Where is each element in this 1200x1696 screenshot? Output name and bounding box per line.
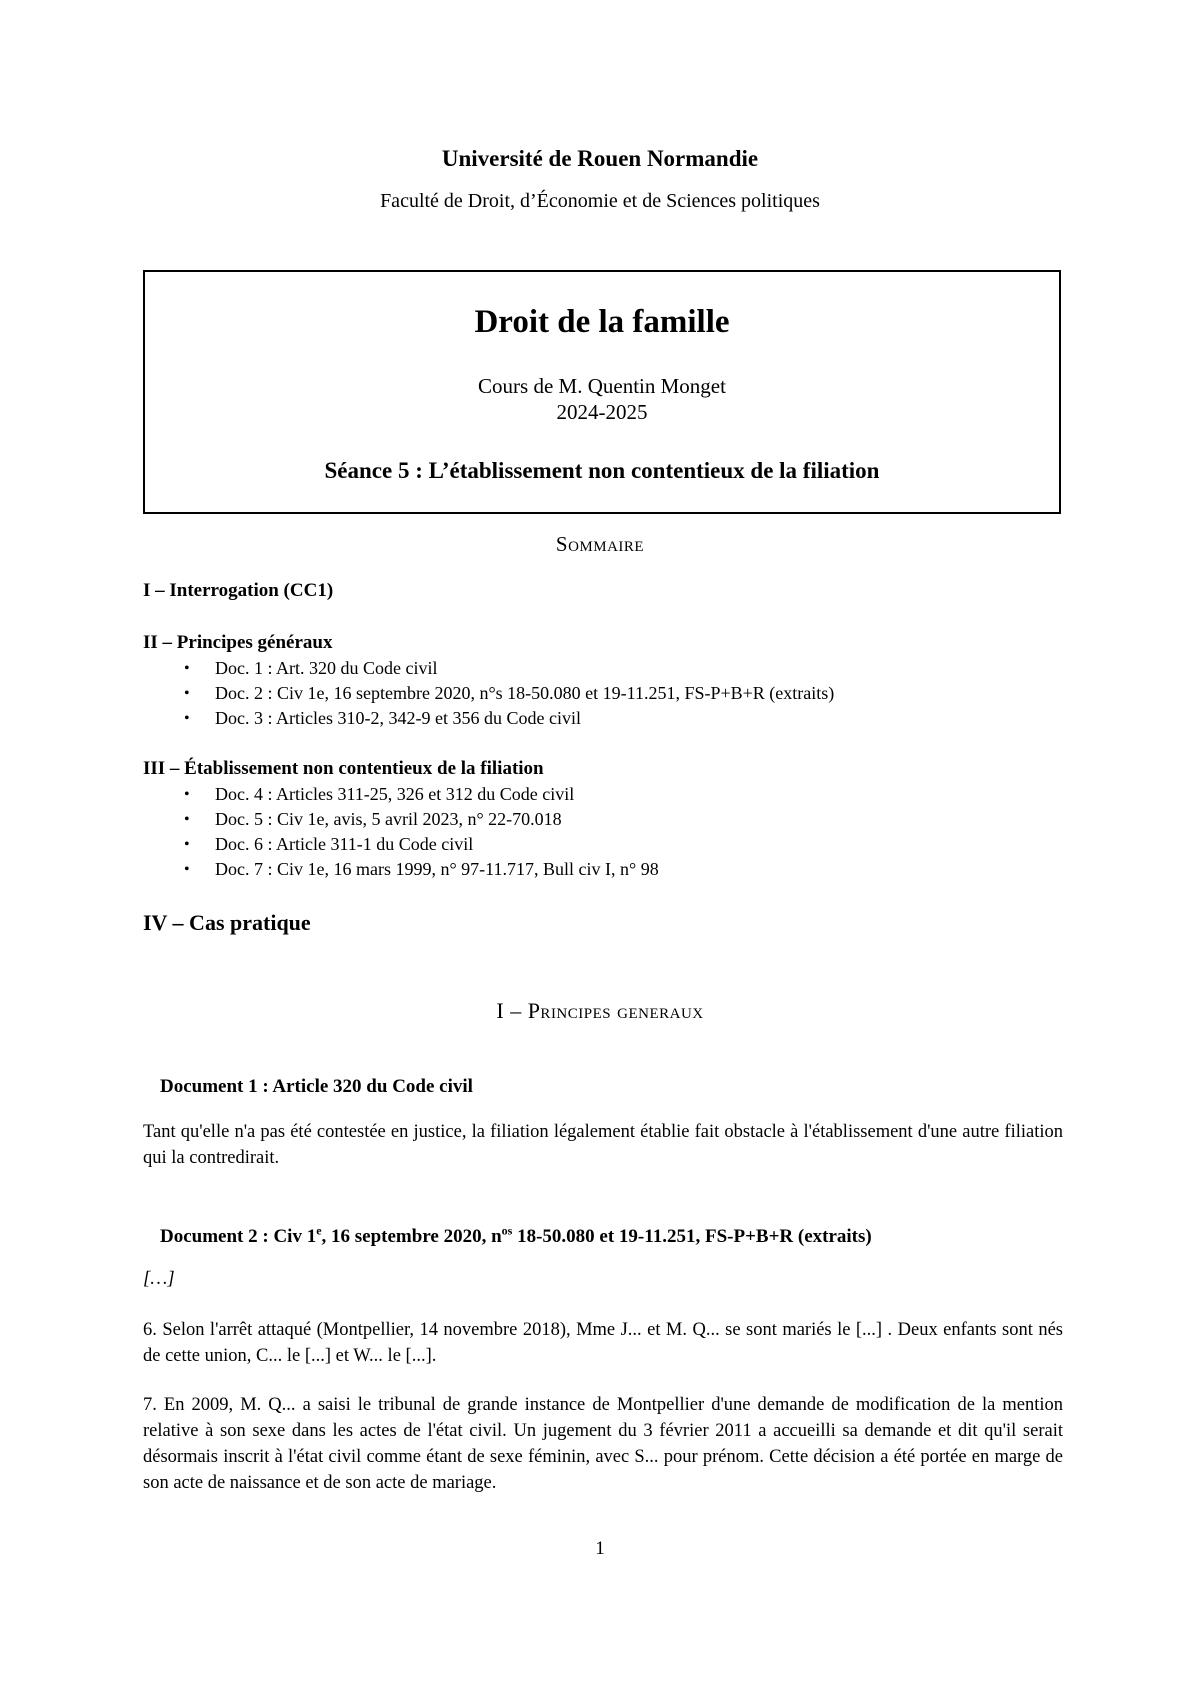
summary-section-1: I – Interrogation (CC1) bbox=[143, 580, 334, 601]
summary-item: • Doc. 6 : Article 311-1 du Code civil bbox=[143, 832, 659, 857]
bullet-icon: • bbox=[184, 861, 190, 878]
bullet-icon: • bbox=[184, 836, 190, 853]
session-title: Séance 5 : L’établissement non contentieux de la filiation bbox=[324, 458, 880, 483]
bullet-icon: • bbox=[184, 710, 190, 727]
summary-heading: Sommaire bbox=[555, 532, 645, 556]
summary-item: • Doc. 2 : Civ 1e, 16 septembre 2020, n°s 18-50.080 et 19-11.251, FS-P+B+R (extraits) bbox=[143, 681, 834, 706]
bullet-icon: • bbox=[184, 786, 190, 803]
bullet-icon: • bbox=[184, 685, 190, 702]
doc1-text: Tant qu'elle n'a pas été contestée en justice, la filiation légalement établie fait obstacle à l'établissement d'une autre filiation qui la contredirait. bbox=[143, 1122, 1063, 1168]
part-one-title: I – Principes generaux bbox=[496, 998, 704, 1023]
bullet-icon: • bbox=[184, 811, 190, 828]
summary-item: • Doc. 7 : Civ 1e, 16 mars 1999, n° 97-11.717, Bull civ I, n° 98 bbox=[143, 857, 659, 882]
bullet-icon: • bbox=[184, 660, 190, 677]
course-title: Droit de la famille bbox=[474, 304, 730, 340]
university-name: Université de Rouen Normandie bbox=[441, 146, 759, 171]
doc2-heading: Document 2 : Civ 1e, 16 septembre 2020, $n^{os}$ 18-50.080 et 19-11.251, FS-P+B+R (extraits) bbox=[160, 1223, 872, 1247]
doc2-para-7: 7. En 2009, M. Q... a saisi le tribunal de grande instance de Montpellier d'une demande de modification de la mention relative à son sexe dans les actes de l'état civil. Un jugement du 3 février 2011 a accueilli sa demande et dit qu'il serait désormais inscrit à l'état civil comme étant de sexe féminin, avec S... pour prénom. Cette décision a été portée en marge de son acte de naissance et de son acte de mariage. bbox=[143, 1395, 1063, 1493]
summary-list-2 bbox=[143, 656, 834, 731]
page-number: 1 bbox=[595, 1538, 605, 1559]
academic-year: 2024-2025 bbox=[556, 400, 648, 424]
summary-section-4: IV – Cas pratique bbox=[143, 910, 311, 935]
summary-item: • Doc. 3 : Articles 310-2, 342-9 et 356 du Code civil bbox=[143, 706, 834, 731]
summary-section-3: III – Établissement non contentieux de la filiation bbox=[143, 758, 544, 779]
summary-item: • Doc. 4 : Articles 311-25, 326 et 312 du Code civil bbox=[143, 782, 659, 807]
summary-item: • Doc. 1 : Art. 320 du Code civil bbox=[143, 656, 834, 681]
summary-item: • Doc. 5 : Civ 1e, avis, 5 avril 2023, n° 22-70.018 bbox=[143, 807, 659, 832]
title-box bbox=[143, 270, 1061, 514]
course-teacher: Cours de M. Quentin Monget bbox=[478, 374, 726, 398]
doc1-heading: Document 1 : Article 320 du Code civil bbox=[160, 1076, 473, 1097]
summary-section-2: II – Principes généraux bbox=[143, 632, 333, 653]
summary-list-3 bbox=[143, 782, 659, 882]
faculty-name: Faculté de Droit, d’Économie et de Sciences politiques bbox=[380, 190, 820, 212]
doc2-para-6: 6. Selon l'arrêt attaqué (Montpellier, 14 novembre 2018), Mme J... et M. Q... se sont mariés le [...] . Deux enfants sont nés de cette union, C... le [...] et W... le [...]. bbox=[143, 1320, 1063, 1366]
doc2-ellipsis: […] bbox=[143, 1268, 175, 1289]
